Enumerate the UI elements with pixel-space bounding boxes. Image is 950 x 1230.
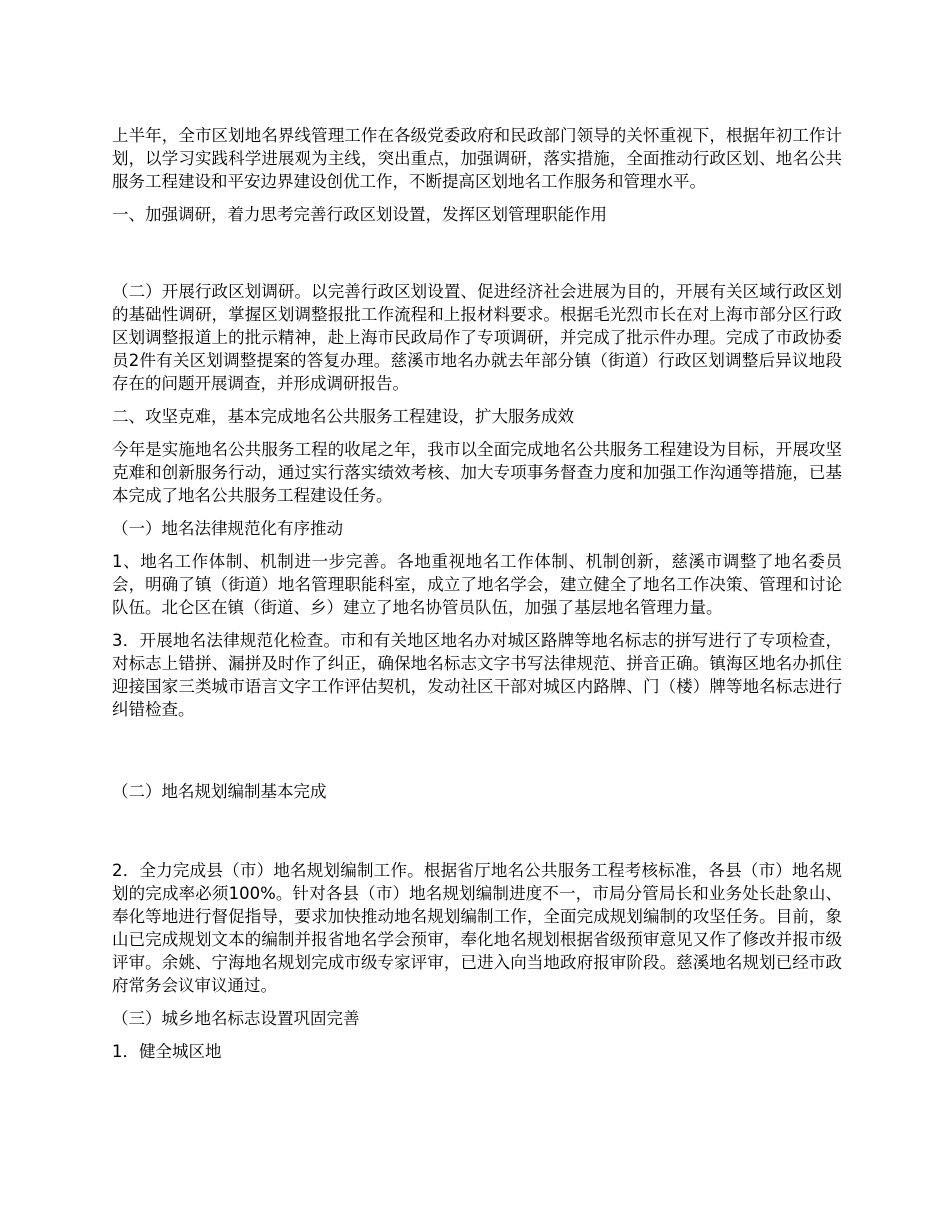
section-heading-1: 一、加强调研，着力思考完善行政区划设置，发挥区划管理职能作用 bbox=[112, 205, 607, 224]
item-paragraph-truncated: 1．健全城区地 bbox=[112, 1042, 222, 1061]
subsection-heading-3: （三）城乡地名标志设置巩固完善 bbox=[112, 1009, 360, 1028]
item-paragraph-3: 3．开展地名法律规范化检查。市和有关地区地名办对城区路牌等地名标志的拼写进行了专项检查，对标志上错拼、漏拼及时作了纠正，确保地名标志文字书写法律规范、拼音正确。镇海区地名办抓住迎接国家三类城市语言文字工作评估契机，发动社区干部对城区内路牌、门（楼）牌等地名标志进行纠错检查。 bbox=[112, 631, 842, 719]
subsection-paragraph-research: （二）开展行政区划调研。以完善行政区划设置、促进经济社会进展为目的，开展有关区域行政区划的基础性调研，掌握区划调整报批工作流程和上报材料要求。根据毛光烈市长在对上海市部分区行政区划调整报道上的批示精神，赴上海市民政局作了专项调研，并完成了批示件办理。完成了市政协委员2件有关区划调整提案的答复办理。慈溪市地名办就去年部分镇（街道）行政区划调整后异议地段存在的问题开展调查，并形成调研报告。 bbox=[112, 282, 842, 393]
item-paragraph-1: 1、地名工作体制、机制进一步完善。各地重视地名工作体制、机制创新，慈溪市调整了地名委员会，明确了镇（街道）地名管理职能科室，成立了地名学会，建立健全了地名工作决策、管理和讨论队伍。北仑区在镇（街道、乡）建立了地名协管员队伍，加强了基层地名管理力量。 bbox=[112, 552, 842, 617]
subsection-heading-1: （一）地名法律规范化有序推动 bbox=[112, 519, 343, 538]
section-2-paragraph: 今年是实施地名公共服务工程的收尾之年，我市以全面完成地名公共服务工程建设为目标，开展攻坚克难和创新服务行动，通过实行落实绩效考核、加大专项事务督查力度和加强工作沟通等措施，已基本完成了地名公共服务工程建设任务。 bbox=[112, 440, 842, 505]
section-heading-2: 二、攻坚克难，基本完成地名公共服务工程建设，扩大服务成效 bbox=[112, 407, 574, 426]
intro-paragraph: 上半年，全市区划地名界线管理工作在各级党委政府和民政部门领导的关怀重视下，根据年初工作计划，以学习实践科学进展观为主线，突出重点，加强调研，落实措施，全面推动行政区划、地名公共服务工程建设和平安边界建设创优工作，不断提高区划地名工作服务和管理水平。 bbox=[112, 126, 842, 191]
subsection-heading-2: （二）地名规划编制基本完成 bbox=[112, 782, 327, 801]
item-paragraph-2: 2．全力完成县（市）地名规划编制工作。根据省厅地名公共服务工程考核标准，各县（市）地名规划的完成率必须100%。针对各县（市）地名规划编制进度不一，市局分管局长和业务处长赴象山、奉化等地进行督促指导，要求加快推动地名规划编制工作，全面完成规划编制的攻坚任务。目前，象山已完成规划文本的编制并报省地名学会预审，奉化地名规划根据省级预审意见又作了修改并报市级评审。余姚、宁海地名规划完成市级专家评审，已进入向当地政府报审阶段。慈溪地名规划已经市政府常务会议审议通过。 bbox=[112, 861, 842, 995]
document-body bbox=[112, 124, 842, 1073]
